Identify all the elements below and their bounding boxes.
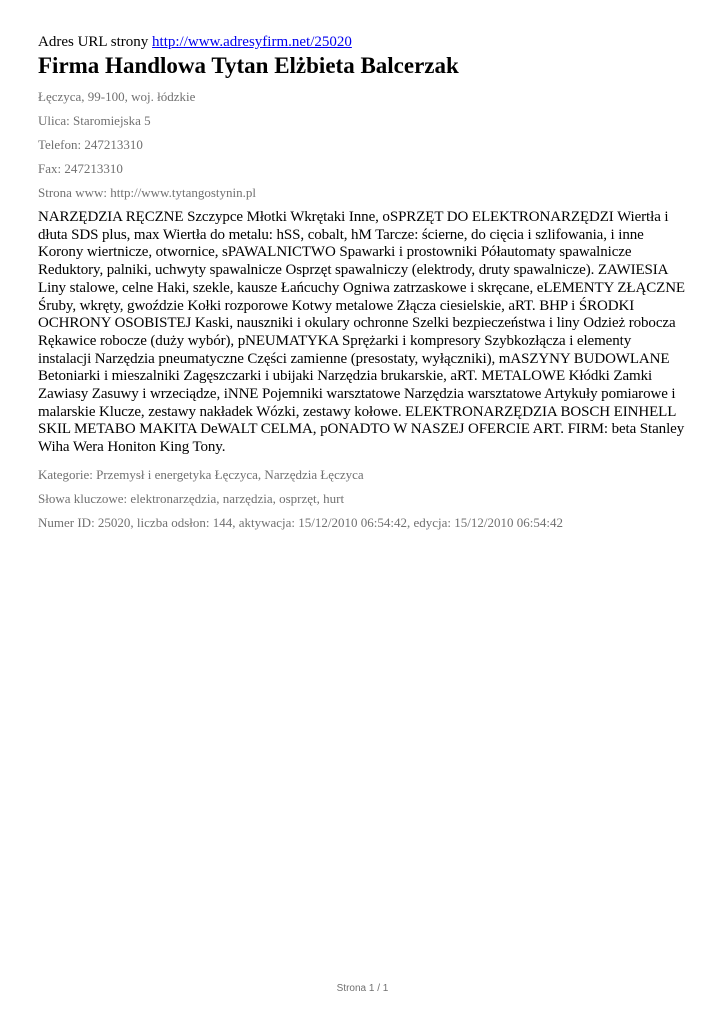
company-categories: Kategorie: Przemysł i energetyka Łęczyca, Narzędzia Łęczyca — [38, 466, 364, 482]
company-title: Firma Handlowa Tytan Elżbieta Balcerzak — [38, 53, 459, 78]
company-location: Łęczyca, 99-100, woj. łódzkie — [38, 89, 196, 104]
source-url-link[interactable]: http://www.adresyfirm.net/25020 — [152, 34, 352, 50]
company-website: Strona www: http://www.tytangostynin.pl — [38, 185, 256, 200]
company-fax: Fax: 247213310 — [38, 161, 123, 176]
document-page — [38, 32, 686, 539]
source-url-label: Adres URL strony — [38, 34, 149, 50]
page-number-footer: Strona 1 / 1 — [336, 983, 389, 994]
source-url-line — [38, 32, 686, 52]
company-description: NARZĘDZIA RĘCZNE Szczypce Młotki Wkrętaki Inne, oSPRZĘT DO ELEKTRONARZĘDZI Wiertła i dłuta SDS plus, max Wiertła do metalu: hSS, cobalt, hM Tarcze: ścierne, do cięcia i szlifowania, i inne Korony wiertnicze, otwornice, sPAWALNICTWO Spawarki i prostowniki Półautomaty spawalnicze Reduktory, palniki, uchwyty spawalnicze Osprzęt spawalniczy (elektrody, druty spawalnicze). ZAWIESIA Liny stalowe, celne Haki, szekle, kausze Łańcuchy Ogniwa zatrzaskowe i skręcane, eLEMENTY ZŁĄCZNE Śruby, wkręty, gwoździe Kołki rozporowe Kotwy metalowe Złącza ciesielskie, aRT. BHP i ŚRODKI OCHRONY OSOBISTEJ Kaski, nauszniki i okulary ochronne Szelki bezpieczeństwa i liny Odzież robocza Rękawice robocze (duży wybór), pNEUMATYKA Sprężarki i kompresory Szybkozłącza i elementy instalacji Narzędzia pneumatyczne Części zamienne (presostaty, wyłączniki), mASZYNY BUDOWLANE Betoniarki i mieszalniki Zagęszczarki i ubijaki Narzędzia brukarskie, aRT. METALOWE Kłódki Zamki Zawiasy Zasuwy i wrzeciądze, iNNE Pojemniki warsztatowe Narzędzia warsztatowe Artykuły pomiarowe i malarskie Klucze, zestawy nakładek Wózki, zestawy kołowe. ELEKTRONARZĘDZIA BOSCH EINHELL SKIL METABO MAKITA DeWALT CELMA, pONADTO W NASZEJ OFERCIE ART. FIRM: beta Stanley Wiha Wera Honiton King Tony. — [38, 209, 685, 456]
record-info: Numer ID: 25020, liczba odsłon: 144, aktywacja: 15/12/2010 06:54:42, edycja: 15/12/2010 06:54:42 — [38, 514, 563, 530]
company-keywords: Słowa kluczowe: elektronarzędzia, narzędzia, osprzęt, hurt — [38, 490, 345, 506]
company-street: Ulica: Staromiejska 5 — [38, 113, 151, 128]
company-phone: Telefon: 247213310 — [38, 137, 143, 152]
